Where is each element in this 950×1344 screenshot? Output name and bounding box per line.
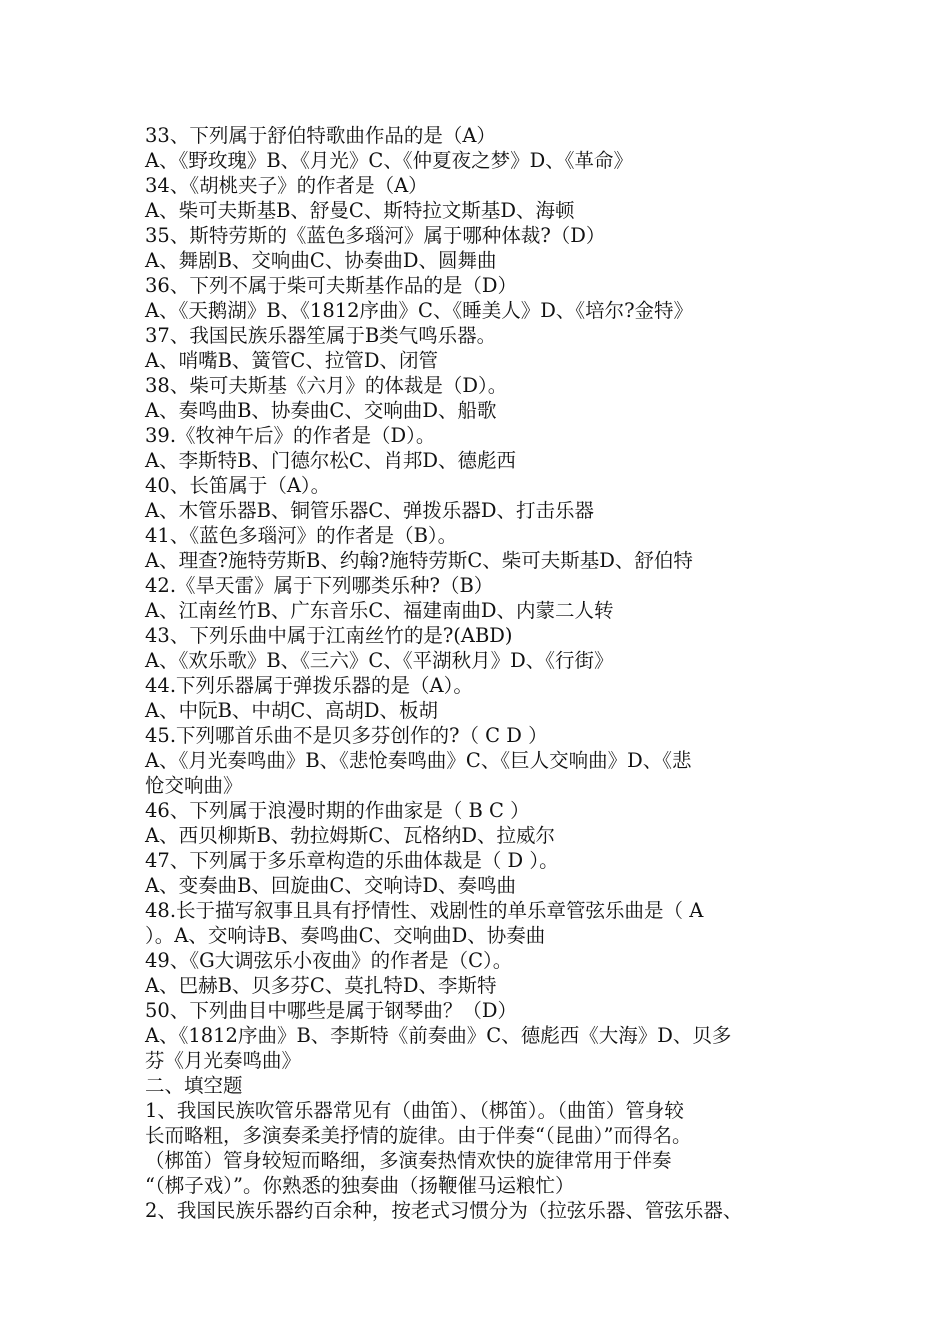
text-line: A、《1812序曲》B、李斯特《前奏曲》C、德彪西《大海》D、贝多 [145,1024,732,1047]
text-line: A、木管乐器B、铜管乐器C、弹拨乐器D、打击乐器 [145,499,594,522]
text-line: A、西贝柳斯B、勃拉姆斯C、瓦格纳D、拉威尔 [145,824,555,847]
text-line: 37、我国民族乐器笙属于B类气鸣乐器。 [145,324,497,347]
text-line: 42.《旱天雷》属于下列哪类乐种?（B） [145,574,494,597]
text-line: ）。A、交响诗B、奏鸣曲C、交响曲D、协奏曲 [145,924,546,947]
text-line: A、舞剧B、交响曲C、协奏曲D、圆舞曲 [145,249,497,272]
text-line: 1、我国民族吹管乐器常见有（曲笛）、（梆笛）。（曲笛）管身较 [145,1099,684,1122]
text-line: A、中阮B、中胡C、高胡D、板胡 [145,699,438,722]
document-body [145,123,810,1223]
text-line: A、变奏曲B、回旋曲C、交响诗D、奏鸣曲 [145,874,516,897]
text-line: 49、《G大调弦乐小夜曲》的作者是（C）。 [145,949,513,972]
text-line: 34、《胡桃夹子》的作者是（A） [145,174,428,197]
text-line: 44.下列乐器属于弹拨乐器的是（A）。 [145,674,473,697]
text-line: 50、下列曲目中哪些是属于钢琴曲？（D） [145,999,517,1022]
text-line: A、柴可夫斯基B、舒曼C、斯特拉文斯基D、海顿 [145,199,575,222]
text-line: 长而略粗，多演奏柔美抒情的旋律。由于伴奏“（昆曲）”而得名。 [145,1124,692,1147]
text-line: 36、下列不属于柴可夫斯基作品的是（D） [145,274,517,297]
text-line: A、哨嘴B、簧管C、拉管D、闭管 [145,349,438,372]
text-line: A、李斯特B、门德尔松C、肖邦D、德彪西 [145,449,516,472]
text-line: 43、下列乐曲中属于江南丝竹的是?(ABD) [145,624,513,647]
text-line: 2、我国民族乐器约百余种，按老式习惯分为（拉弦乐器、管弦乐器、 [145,1199,743,1222]
text-line: “（梆子戏）”。你熟悉的独奏曲（扬鞭催马运粮忙） [145,1174,575,1197]
text-line: 46、下列属于浪漫时期的作曲家是（ B C ） [145,799,530,822]
text-line: A、奏鸣曲B、协奏曲C、交响曲D、船歌 [145,399,497,422]
text-line: 芬《月光奏鸣曲》 [145,1049,302,1072]
text-line: 38、柴可夫斯基《六月》的体裁是（D）。 [145,374,508,397]
text-line: A、江南丝竹B、广东音乐C、福建南曲D、内蒙二人转 [145,599,614,622]
text-line: A、理查?施特劳斯B、约翰?施特劳斯C、柴可夫斯基D、舒伯特 [145,549,693,572]
text-line: 40、长笛属于（A）。 [145,474,331,497]
text-line: 45.下列哪首乐曲不是贝多芬创作的?（ C D ） [145,724,548,747]
text-line: A、《欢乐歌》B、《三六》C、《平湖秋月》D、《行街》 [145,649,614,672]
text-line: 33、下列属于舒伯特歌曲作品的是（A） [145,124,496,147]
text-line: A、巴赫B、贝多芬C、莫扎特D、李斯特 [145,974,497,997]
text-line: 二、填空题 [145,1074,243,1097]
text-line: 41、《蓝色多瑙河》的作者是（B）。 [145,524,458,547]
text-line: 怆交响曲》 [145,774,243,797]
text-line: 35、斯特劳斯的《蓝色多瑙河》属于哪种体裁?（D） [145,224,606,247]
text-line: A、《天鹅湖》B、《1812序曲》C、《睡美人》D、《培尔?金特》 [145,299,694,322]
text-line: 39.《牧神午后》的作者是（D）。 [145,424,436,447]
text-line: 48.长于描写叙事且具有抒情性、戏剧性的单乐章管弦乐曲是（ A [145,899,704,922]
text-line: 47、下列属于多乐章构造的乐曲体裁是（ D ）。 [145,849,559,872]
text-line: A、《野玫瑰》B、《月光》C、《仲夏夜之梦》D、《革命》 [145,149,633,172]
text-line: A、《月光奏鸣曲》B、《悲怆奏鸣曲》C、《巨人交响曲》D、《悲 [145,749,692,772]
text-line: （梆笛）管身较短而略细，多演奏热情欢快的旋律常用于伴奏 [145,1149,672,1172]
